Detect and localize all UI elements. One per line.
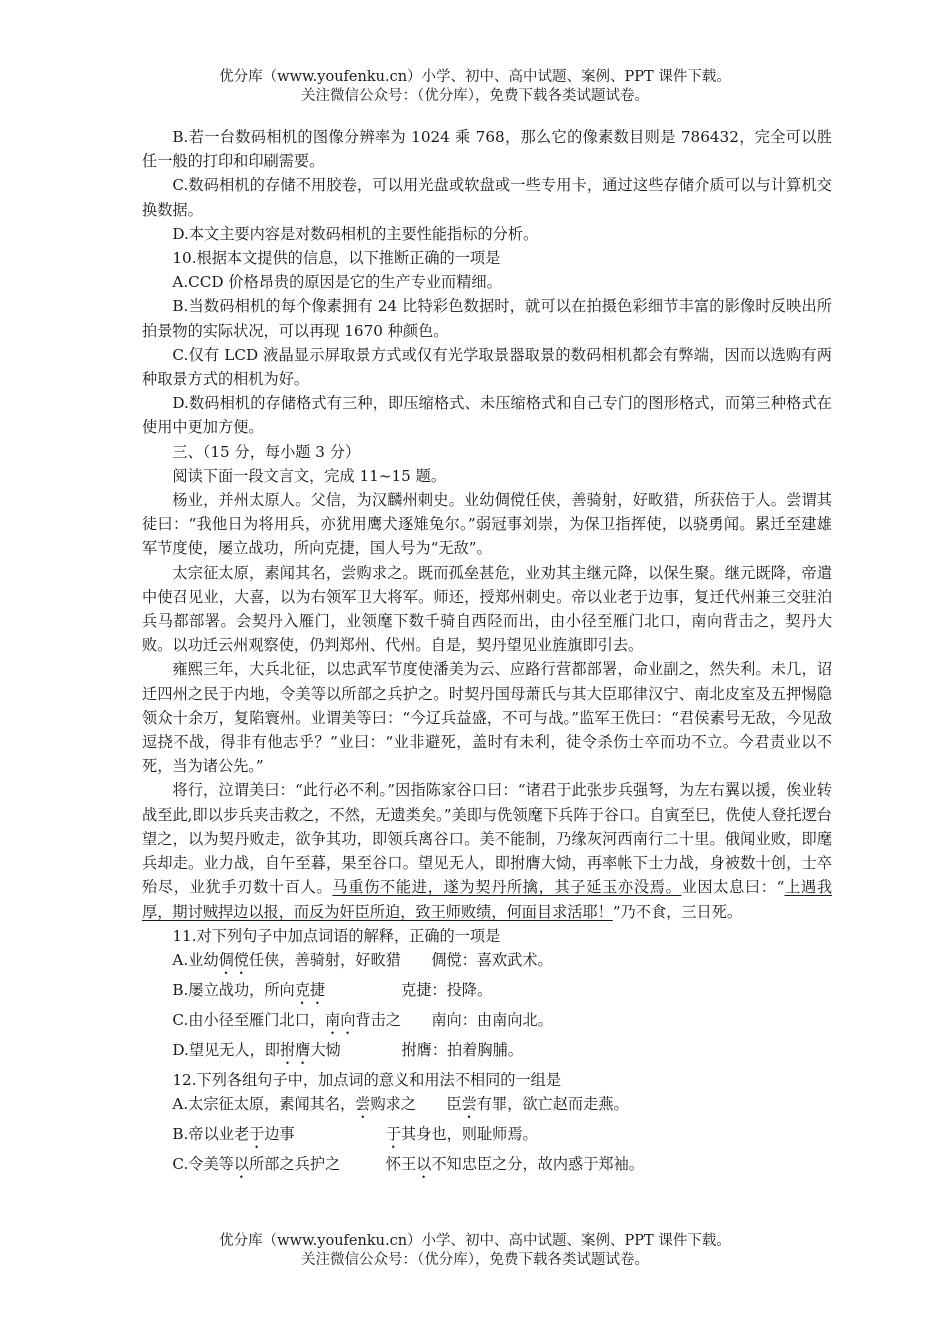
q12c-dotted-word-2: 以 [416, 1155, 432, 1174]
page-footer [0, 1232, 950, 1270]
section-3-title: 三、（15 分，每小题 3 分） [172, 442, 361, 461]
q11c-pre: C.由小径至雁门北口， [172, 1010, 325, 1029]
q12a-mid: 购求之 臣 [370, 1095, 462, 1114]
section-3-instruction: 阅读下面一段文言文，完成 11~15 题。 [172, 466, 447, 485]
q11-stem: 11.对下列句子中加点词语的解释，正确的一项是 [172, 926, 501, 945]
q10-option-c: C.仅有 LCD 液晶显示屏取景方式或仅有光学取景器取景的数码相机都会有弊端，因而以选购有两种取景方式的相机为好。 [142, 345, 832, 389]
q9-option-b: B.若一台数码相机的图像分辨率为 1024 乘 768，那么它的像素数目则是 786432，完全可以胜任一般的打印和印刷需要。 [142, 128, 832, 171]
footer-line-2: 关注微信公众号：（优分库），免费下载各类试题试卷。 [301, 1252, 649, 1268]
q12b-pre: B.帝以业老 [172, 1125, 250, 1144]
p4-underlined-sentence-1: 马重伤不能进，遂为契丹所擒，其子延玉亦没焉。 [332, 878, 682, 897]
q12-option-b [142, 1122, 832, 1152]
q11a-post: 任侠，善骑射，好畋猎 倜傥：喜欢武术。 [248, 950, 553, 969]
footer-line-1: 优分库（www.youfenku.cn）小学、初中、高中试题、案例、PPT 课件下载。 [219, 1233, 731, 1249]
q12b-dotted-word-2: 于 [385, 1125, 402, 1144]
q12-stem: 12.下列各组句子中，加点词的意义和用法不相同的一组是 [172, 1070, 562, 1089]
page-header [0, 68, 950, 106]
header-line-1: 优分库（www.youfenku.cn）小学、初中、高中试题、案例、PPT 课件下载。 [219, 69, 731, 85]
passage-paragraph-1: 杨业，并州太原人。父信，为汉麟州刺史。业幼倜傥任侠，善骑射，好畋猎，所获倍于人。尝谓其徒曰：“我他日为将用兵，亦犹用鹰犬逐雉兔尔。”弱冠事刘崇，为保卫指挥使，以骁勇闻。累迁至建雄军节度使，屡立战功，所向克捷，国人号为“无敌”。 [142, 491, 832, 558]
q11-option-c [142, 1008, 832, 1038]
q10-option-b: B.当数码相机的每个像素拥有 24 比特彩色数据时，就可以在拍摄色彩细节丰富的影像时反映出所拍景物的实际状况，可以再现 1670 种颜色。 [142, 297, 832, 340]
q11d-pre: D.望见无人，即 [172, 1040, 280, 1059]
q12b-post: 其身也，则耻师焉。 [401, 1125, 538, 1144]
q11b-post: 克捷：投降。 [325, 980, 493, 999]
passage-paragraph-3: 雍熙三年，大兵北征，以忠武军节度使潘美为云、应路行营都部署，命业副之，然失利。未几，诏迁四州之民于内地，令美等以所部之兵护之。时契丹国母萧氏与其大臣耶律汉宁、南北皮室及五押惕隐领众十余万，复陷寰州。业谓美等曰：“今辽兵益盛，不可与战。”监军王侁曰：“君侯素号无敌，今见敌逗挠不战，得非有他志乎？”业曰：“业非避死，盖时有未利，徒令杀伤士卒而功不立。今君责业以不死，当为诸公先。” [142, 660, 832, 776]
q11d-dotted-word: 拊膺 [279, 1040, 311, 1059]
passage-paragraph-2: 太宗征太原，素闻其名，尝购求之。既而孤垒甚危，业劝其主继元降，以保生聚。继元既降，帝遣中使召见业，大喜，以为右领军卫大将军。师还，授郑州刺史。帝以业老于边事，复迁代州兼三交驻泊兵马都部署。会契丹入雁门，业领麾下数千骑自西陉而出，由小径至雁门北口，南向背击之，契丹大败。以功迁云州观察使，仍判郑州、代州。自是，契丹望见业旌旗即引去。 [142, 563, 832, 655]
p4-text: 将行，泣谓美曰：“此行必不利。”因指陈家谷口曰：“诸君于此张步兵强弩，为左右翼以援，俟业转战至此,即以步兵夹击救之，不然，无遗类矣。”美即与侁领麾下兵阵于谷口。自寅至巳，侁使人登托逻台望之，以为契丹败走，欲争其功，即领兵离谷口。美不能制，乃缘灰河西南行二十里。俄闻业败，即麾兵却走。业力战，自午至暮，果至谷口。望见无人，即拊膺大恸，再率帐下士力战，身被数十创，士卒殆尽，业犹手刃数十百人。 [142, 781, 832, 897]
q10-option-a: A.CCD 价格昂贵的原因是它的生产专业而精细。 [172, 273, 502, 292]
q11c-dotted-word: 南向 [325, 1010, 356, 1029]
p4-text-end: ”乃不食，三日死。 [612, 902, 743, 921]
q12-option-a [142, 1092, 832, 1122]
q12c-pre: C.令美等 [172, 1155, 234, 1174]
q11c-post: 背击之 南向：由南向北。 [355, 1010, 553, 1029]
q11-option-b [142, 978, 832, 1008]
q11b-dotted-word: 克捷 [294, 980, 326, 999]
q11-option-a [142, 948, 832, 978]
q11-option-d [142, 1038, 832, 1068]
passage-paragraph-4 [142, 778, 832, 923]
q12b-dotted-word-1: 于 [249, 1125, 265, 1144]
q12a-dotted-word-2: 尝 [461, 1095, 477, 1114]
p4-text-mid: 业因太息曰：“ [681, 878, 785, 897]
q12c-post: 不知忠臣之分，故内惑于郑袖。 [431, 1155, 644, 1174]
document-body [142, 125, 832, 1182]
q12b-mid: 边事 [264, 1125, 386, 1144]
q10-option-d: D.数码相机的存储格式有三种，即压缩格式、未压缩格式和自己专门的图形格式，而第三种格式在使用中更加方便。 [142, 394, 832, 437]
q10-stem: 10.根据本文提供的信息，以下推断正确的一项是 [172, 249, 501, 268]
q12a-pre: A.太宗征太原，素闻其名， [172, 1095, 356, 1114]
q12c-dotted-word-1: 以 [233, 1155, 250, 1174]
q12a-dotted-word-1: 尝 [355, 1095, 371, 1114]
q11b-pre: B.屡立战功，所向 [172, 980, 295, 999]
q11d-post: 大恸 拊膺：拍着胸脯。 [310, 1040, 523, 1059]
q9-option-d: D.本文主要内容是对数码相机的主要性能指标的分析。 [172, 224, 539, 243]
q12c-mid: 所部之兵护之 怀王 [249, 1155, 417, 1174]
q12a-post: 有罪，欲亡赵而走燕。 [476, 1095, 629, 1114]
header-line-2: 关注微信公众号：（优分库），免费下载各类试题试卷。 [301, 88, 649, 104]
q12-option-c [142, 1152, 832, 1182]
p4-underlined-sentence-2: 上遇我厚，期讨贼捍边以报，而反为奸臣所迫，致王师败绩，何面目求活耶！ [142, 878, 833, 921]
q11a-dotted-word: 倜傥 [218, 950, 249, 969]
q11a-pre: A.业幼 [172, 950, 219, 969]
q9-option-c: C.数码相机的存储不用胶卷，可以用光盘或软盘或一些专用卡，通过这些存储介质可以与计算机交换数据。 [142, 176, 832, 219]
